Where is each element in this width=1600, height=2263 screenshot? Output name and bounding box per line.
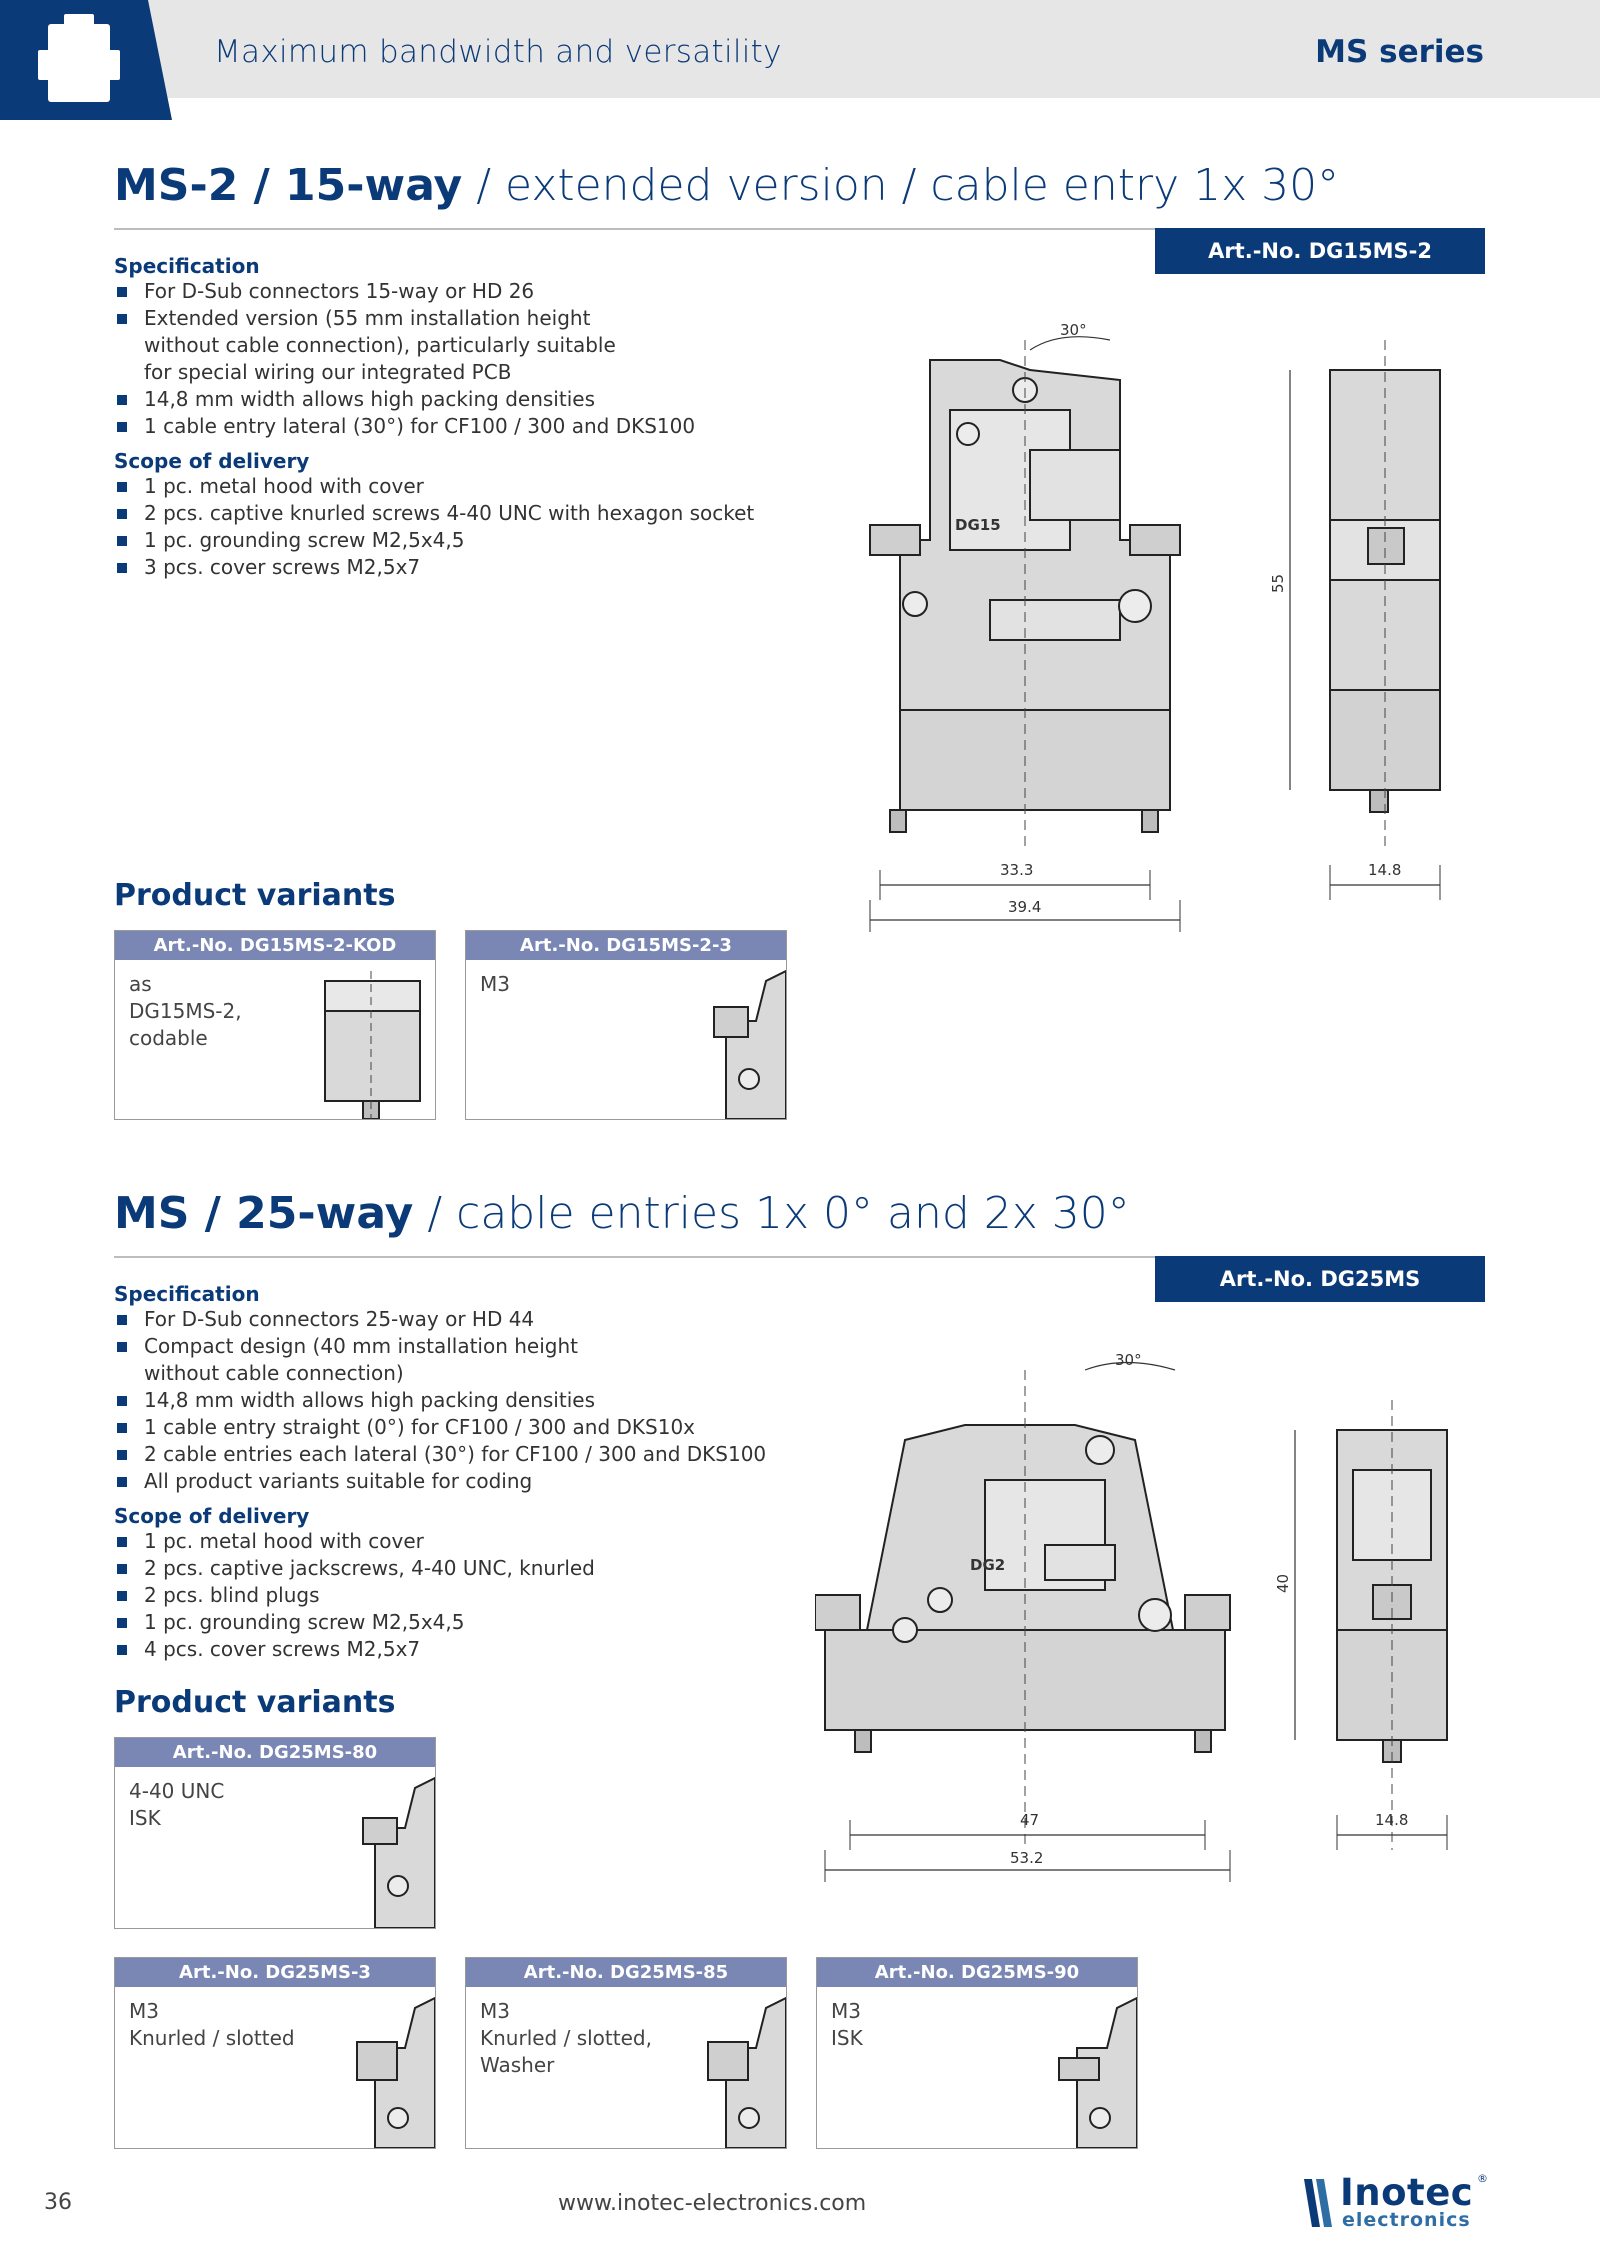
section2-height-label: 40 — [1274, 1573, 1292, 1593]
list-item: 3 pcs. cover screws M2,5x7 — [114, 554, 834, 581]
section1-title-bold: MS-2 / 15-way — [114, 160, 463, 211]
footer-url[interactable]: www.inotec-electronics.com — [558, 2191, 867, 2216]
list-item: Extended version (55 mm installation height without cable connection), particularly suitable for special wiring our integrated PCB — [114, 305, 834, 386]
section2-scope-head: Scope of delivery — [114, 1504, 310, 1528]
variant-art-no: Art.-No. DG25MS-90 — [817, 1958, 1137, 1987]
connector-icon — [38, 14, 120, 102]
variant-image — [335, 1768, 435, 1928]
variant-art-no: Art.-No. DG25MS-80 — [115, 1738, 435, 1767]
variant-card — [816, 1957, 1138, 2149]
section2-outer-width: 53.2 — [1010, 1849, 1044, 1867]
section1-spec-head: Specification — [114, 254, 260, 278]
section1-inner-width: 33.3 — [1000, 861, 1034, 879]
section2-inner-width: 47 — [1020, 1811, 1040, 1829]
section2-spec-head: Specification — [114, 1282, 260, 1306]
section1-variants-title: Product variants — [114, 878, 396, 913]
list-item: 14,8 mm width allows high packing densities — [114, 1387, 834, 1414]
section2-title — [114, 1188, 1130, 1239]
variant-description: M3 Knurled / slotted, Washer — [480, 1999, 652, 2077]
list-item: 2 pcs. captive jackscrews, 4-40 UNC, knurled — [114, 1555, 834, 1582]
list-item: 1 pc. grounding screw M2,5x4,5 — [114, 527, 834, 554]
variant-card — [114, 1957, 436, 2149]
list-item: 1 cable entry straight (0°) for CF100 / 300 and DKS10x — [114, 1414, 834, 1441]
list-item: 2 cable entries each lateral (30°) for CF100 / 300 and DKS100 — [114, 1441, 834, 1468]
list-item: 1 pc. grounding screw M2,5x4,5 — [114, 1609, 834, 1636]
variant-art-no: Art.-No. DG25MS-85 — [466, 1958, 786, 1987]
section1-spec-list — [114, 278, 834, 440]
variant-image — [335, 1988, 435, 2148]
section1-spec-block — [114, 254, 834, 581]
variant-card — [465, 930, 787, 1120]
variant-description: M3 Knurled / slotted — [129, 1999, 295, 2050]
list-item: Compact design (40 mm installation height without cable connection) — [114, 1333, 834, 1387]
section1-art-banner — [1155, 228, 1485, 274]
list-item: All product variants suitable for coding — [114, 1468, 834, 1495]
variant-image — [1037, 1988, 1137, 2148]
section2-spec-block — [114, 1282, 834, 1663]
section2-scope-list — [114, 1528, 834, 1663]
section1-side-width: 14.8 — [1368, 861, 1402, 879]
header-series: MS series — [1315, 34, 1484, 70]
section2-art-no: Art.-No. DG25MS — [1155, 1256, 1485, 1302]
section2-variants-title: Product variants — [114, 1685, 396, 1720]
section2-title-bold: MS / 25-way — [114, 1188, 414, 1239]
section1-outer-width: 39.4 — [1008, 898, 1042, 916]
variant-description: 4-40 UNC ISK — [129, 1779, 225, 1830]
section1-title-rest: / extended version / cable entry 1x 30° — [462, 160, 1340, 211]
list-item: For D-Sub connectors 25-way or HD 44 — [114, 1306, 834, 1333]
variant-art-no: Art.-No. DG15MS-2-3 — [466, 931, 786, 960]
list-item: For D-Sub connectors 15-way or HD 26 — [114, 278, 834, 305]
section2-side-width: 14.8 — [1375, 1811, 1409, 1829]
section1-angle-label: 30° — [1060, 321, 1087, 339]
section2-drawing-mark: DG2 — [970, 1556, 1006, 1574]
variant-description: M3 — [480, 972, 510, 996]
section1-height-label: 55 — [1269, 573, 1287, 593]
variant-description: M3 ISK — [831, 1999, 863, 2050]
section2-spec-list — [114, 1306, 834, 1495]
list-item: 14,8 mm width allows high packing densities — [114, 386, 834, 413]
section2-art-banner — [1155, 1256, 1485, 1302]
section1-scope-head: Scope of delivery — [114, 449, 310, 473]
section2-technical-drawing — [815, 1330, 1495, 1890]
list-item: 2 pcs. captive knurled screws 4-40 UNC with hexagon socket — [114, 500, 834, 527]
list-item: 2 pcs. blind plugs — [114, 1582, 834, 1609]
section1-title — [114, 160, 1339, 211]
variant-art-no: Art.-No. DG15MS-2-KOD — [115, 931, 435, 960]
inotec-logo: Inotec electronics ® — [1302, 2175, 1488, 2237]
logo-mark-icon — [1302, 2175, 1338, 2231]
section2-angle-label: 30° — [1115, 1351, 1142, 1369]
header-tagline: Maximum bandwidth and versatility — [214, 34, 782, 70]
list-item: 1 pc. metal hood with cover — [114, 473, 834, 500]
header-brand-tab — [0, 0, 172, 120]
variant-card — [114, 1737, 436, 1929]
section1-technical-drawing — [860, 300, 1500, 940]
variant-card — [465, 1957, 787, 2149]
variant-description: as DG15MS-2, codable — [129, 972, 242, 1050]
variant-art-no: Art.-No. DG25MS-3 — [115, 1958, 435, 1987]
variant-image — [686, 961, 786, 1119]
variant-image — [295, 961, 435, 1119]
variant-card — [114, 930, 436, 1120]
section2-title-rest: / cable entries 1x 0° and 2x 30° — [413, 1188, 1130, 1239]
page-number: 36 — [44, 2190, 72, 2215]
list-item: 1 pc. metal hood with cover — [114, 1528, 834, 1555]
section1-art-no: Art.-No. DG15MS-2 — [1155, 228, 1485, 274]
section1-drawing-mark: DG15 — [955, 516, 1001, 534]
variant-image — [686, 1988, 786, 2148]
section1-scope-list — [114, 473, 834, 581]
list-item: 1 cable entry lateral (30°) for CF100 / 300 and DKS100 — [114, 413, 834, 440]
list-item: 4 pcs. cover screws M2,5x7 — [114, 1636, 834, 1663]
